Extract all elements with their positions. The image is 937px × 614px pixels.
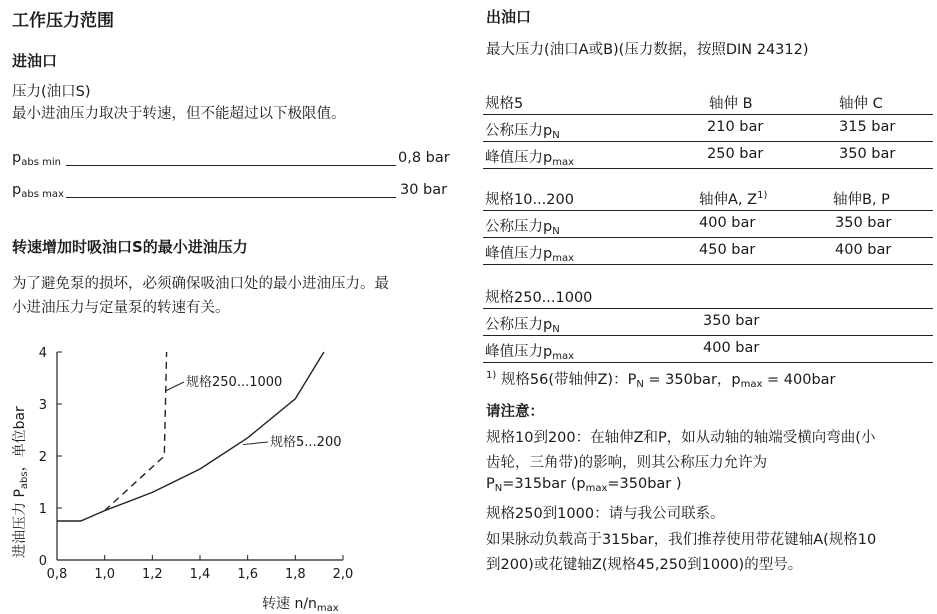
table-row (483, 335, 933, 363)
table-cell: 400 bar (699, 215, 756, 231)
chart-labels (11, 346, 353, 614)
pressure-speed-chart (0, 330, 470, 614)
pressure-label: 压力(油口S) (12, 84, 91, 100)
table-header-cell: 轴伸B, P (833, 192, 890, 208)
pabs-max-value: 30 bar (400, 182, 448, 198)
y-tick-label: 2 (38, 450, 47, 465)
pabs-min-sub: abs min (21, 157, 61, 168)
y-tick-label: 3 (38, 398, 47, 413)
x-tick-label: 1,8 (284, 567, 306, 582)
table-header-cell: 轴伸A, $Z^{1)}$ (699, 190, 768, 208)
table-header-cell: 轴伸 C (839, 96, 883, 112)
table-row (483, 210, 933, 237)
table-header-cell: 规格5 (485, 96, 524, 112)
pabs-max-leader (66, 197, 396, 198)
pabs-min-leader (66, 165, 396, 166)
table-row (483, 237, 933, 265)
speed-heading: 转速增加时吸油口S的最小进油压力 (12, 238, 248, 256)
series-line-1 (105, 352, 167, 511)
series-label-leader (243, 442, 268, 445)
notice-heading: 请注意： (486, 404, 544, 420)
table-size10-200 (483, 184, 933, 265)
outlet-heading: 出油口 (486, 8, 532, 26)
x-tick-label: 1,4 (189, 567, 211, 582)
notice-line-1: 规格10到200：在轴伸Z和P，如从动轴的轴端受横向弯曲(小 (486, 430, 876, 446)
table-cell: 400 bar (835, 242, 892, 258)
footnote: $^{1)}$ 规格56(带轴伸Z)：$P_N = 350bar$，$p_{max} = 400bar$ (486, 370, 836, 390)
table-cell: 450 bar (699, 242, 756, 258)
x-tick-label: 1,0 (94, 567, 116, 582)
x-tick-label: 1,2 (141, 567, 163, 582)
row-label: 公称压力$p_N$ (485, 317, 560, 335)
row-label: 峰值压力$p_{max}$ (485, 150, 575, 168)
row-label: 峰值压力$p_{max}$ (485, 344, 575, 362)
inlet-heading: 进油口 (12, 52, 58, 70)
row-label: 公称压力$p_N$ (485, 123, 560, 141)
pabs-min-value: 0,8 bar (398, 150, 450, 166)
table-row (483, 141, 933, 169)
table-cell: 210 bar (707, 119, 764, 135)
x-tick-label: 2,0 (332, 567, 354, 582)
y-tick-label: 4 (38, 346, 47, 361)
speed-note-1: 为了避免泵的损坏，必须确保吸油口处的最小进油压力。最 (12, 276, 389, 292)
notice-line-4: 规格250到1000：请与我公司联系。 (486, 506, 725, 522)
series-label-leader (165, 382, 184, 391)
x-tick-label: 1,6 (237, 567, 259, 582)
y-tick-label: 0 (38, 554, 47, 569)
table-header (483, 88, 933, 114)
table-size250-1000 (483, 282, 933, 363)
table-size5 (483, 88, 933, 169)
x-tick-label: 0,8 (46, 567, 68, 582)
series-label-size5-200: 规格5...200 (270, 435, 342, 450)
notice-line-2: 齿轮，三角带)的影响，则其公称压力允许为 (486, 455, 768, 471)
pabs-max-symbol: $p_{abs max}$ (12, 182, 64, 200)
pabs-min-symbol: $p_{abs min}$ (12, 150, 61, 168)
notice-line-6: 到200)或花键轴Z(规格45,250到1000)的型号。 (486, 557, 803, 573)
notice-line-3: $P_N=315bar$ ($p_{max}=350bar$ ) (486, 476, 682, 494)
table-cell: 350 bar (839, 146, 896, 162)
notice-line-5: 如果脉动负载高于315bar，我们推荐使用带花键轴A(规格10 (486, 532, 877, 548)
table-row (483, 308, 933, 335)
table-row (483, 114, 933, 141)
pressure-note: 最小进油压力取决于转速，但不能超过以下极限值。 (12, 106, 346, 122)
y-tick-label: 1 (38, 502, 47, 517)
table-header (483, 282, 933, 308)
table-header (483, 184, 933, 210)
row-label: 公称压力$p_N$ (485, 219, 560, 237)
y-axis-label: 进油压力 $P_{abs}$，单位bar (12, 406, 30, 558)
x-axis-label: 转速 $n/n_{max}$ (262, 596, 339, 614)
row-label: 峰值压力$p_{max}$ (485, 246, 575, 264)
pabs-max-sub: abs max (21, 189, 64, 200)
table-cell: 250 bar (707, 146, 764, 162)
outlet-subtitle: 最大压力(油口A或B)(压力数据，按照DIN 24312) (486, 42, 809, 58)
table-header-cell: 规格10...200 (485, 192, 574, 208)
speed-note-2: 小进油压力与定量泵的转速有关。 (12, 300, 230, 316)
table-cell: 315 bar (839, 119, 896, 135)
series-label-size250-1000: 规格250...1000 (186, 375, 283, 390)
table-header-cell: 轴伸 B (709, 96, 753, 112)
table-cell: 350 bar (703, 313, 760, 329)
table-header-cell: 规格250...1000 (485, 290, 593, 306)
page-title: 工作压力范围 (12, 11, 114, 31)
table-cell: 350 bar (835, 215, 892, 231)
table-cell: 400 bar (703, 340, 760, 356)
